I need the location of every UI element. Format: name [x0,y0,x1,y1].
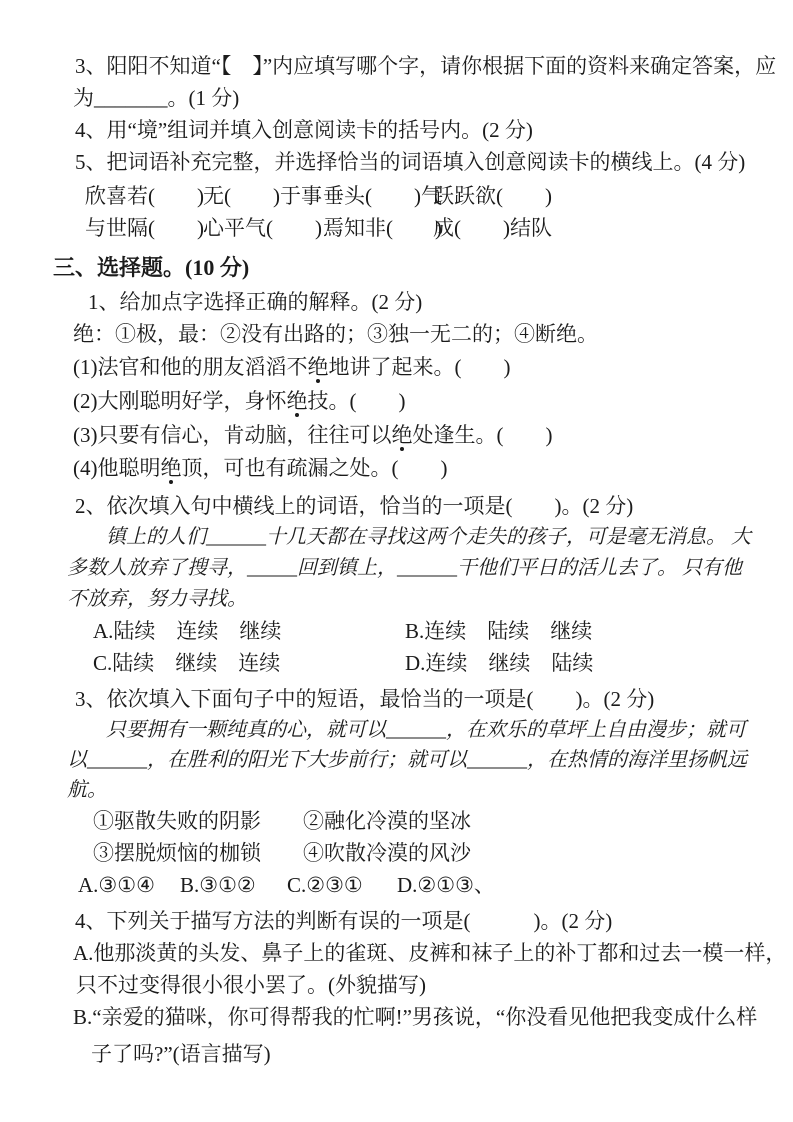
passage-line: 以______，在胜利的阳光下大步前行；就可以______，在热情的海洋里扬帆远 [67,749,747,771]
phrase-4: ④吹散冷漠的风沙 [303,841,471,865]
mc-q1-item-4 [73,452,765,484]
passage-line: 多数人放弃了搜寻，_____回到镇上，______干他们平日的活儿去了。 只有他 [67,557,742,579]
idiom-cell: 成( )结队 [433,216,552,240]
option-a: A.③①④ [78,873,155,897]
idiom-cell: 垂头( )气 [323,184,442,208]
item-text-post: 顶，可也有疏漏之处。( ) [181,456,448,480]
emphasized-char: 绝 [286,389,308,413]
question-3-line-2: 为_______。(1 分) [73,86,240,110]
passage-line: 不放弃，努力寻找。 [67,588,247,610]
item-text-pre: (2)大刚聪明好学，身怀 [73,389,287,413]
item-text-post: 地讲了起来。( ) [328,355,511,379]
question-3-line-1: 3、阳阳不知道“【 】”内应填写哪个字，请你根据下面的资料来确定答案，应 [75,54,777,78]
mc-question-4-header: 4、下列关于描写方法的判断有误的一项是( )。(2 分) [75,909,613,933]
option-b: B.③①② [180,873,256,897]
mc-question-1-header: 1、给加点字选择正确的解释。(2 分) [88,290,423,314]
mc-q1-item-1 [73,351,765,383]
mc-q3-options-row [78,869,765,901]
emphasized-char: 绝 [160,456,182,480]
mc-q3-phrase-row [93,837,765,869]
idiom-cell: 焉知非( ) [323,216,442,240]
item-text-post: 处逢生。( ) [412,423,553,447]
passage-line: 航。 [67,779,107,801]
mc-q4-option-a-line-1: A.他那淡黄的头发、鼻子上的雀斑、皮裤和袜子上的补丁都和过去一模一样， [73,941,787,965]
idiom-row [85,180,765,212]
emphasized-char: 绝 [307,355,329,379]
mc-q4-option-b-line-2: 子了吗?”(语言描写) [91,1042,271,1066]
item-text-post: 技。( ) [307,389,406,413]
mc-q4-option-a-line-2: 只不过变得很小很小罢了。(外貌描写) [76,973,426,997]
option-c: C.②③① [287,873,363,897]
mc-q2-options-row [93,615,765,647]
option-d: D.②①③、 [397,873,495,897]
mc-question-2-passage [67,522,765,615]
item-text-pre: (1)法官和他的朋友滔滔不 [73,355,308,379]
option-d: D.连续 继续 陆续 [405,651,594,675]
mc-q4-option-b-line-1: B.“亲爱的猫咪，你可得帮我的忙啊!”男孩说，“你没看见他把我变成什么样 [73,1005,758,1029]
section-title: 三、选择题。(10 分) [53,255,250,280]
phrase-1: ①驱散失败的阴影 [93,809,261,833]
idiom-cell: 跃跃欲( ) [433,184,552,208]
idiom-cell: 无( )于事 [203,184,322,208]
phrase-3: ③摆脱烦恼的枷锁 [93,841,261,865]
mc-question-2-header: 2、依次填入句中横线上的词语，恰当的一项是( )。(2 分) [75,494,634,518]
emphasized-char: 绝 [391,423,413,447]
idiom-cell: 心平气( ) [203,216,322,240]
passage-line: 只要拥有一颗纯真的心，就可以______，在欢乐的草坪上自由漫步；就可 [106,719,746,741]
idiom-cell: 与世隔( ) [85,216,204,240]
mc-question-3-passage [67,715,765,805]
question-5-line: 5、把词语补充完整，并选择恰当的词语填入创意阅读卡的横线上。(4 分) [75,150,746,174]
mc-q1-item-3 [73,419,765,451]
mc-q2-options-row [93,647,765,679]
option-b: B.连续 陆续 继续 [405,619,593,643]
item-text-pre: (4)他聪明 [73,456,161,480]
mc-q1-item-2 [73,385,765,417]
question-4-line: 4、用“境”组词并填入创意阅读卡的括号内。(2 分) [75,118,533,142]
mc-question-3-header: 3、依次填入下面句子中的短语，最恰当的一项是( )。(2 分) [75,687,655,711]
option-c: C.陆续 继续 连续 [93,651,281,675]
item-text-pre: (3)只要有信心，肯动脑，往往可以 [73,423,392,447]
idiom-row [85,212,765,244]
mc-question-1-gloss: 绝：①极，最：②没有出路的；③独一无二的；④断绝。 [73,322,598,346]
passage-line: 镇上的人们______十几天都在寻找这两个走失的孩子，可是毫无消息。 大 [106,526,751,548]
mc-q3-phrase-row [93,805,765,837]
idiom-cell: 欣喜若( ) [85,184,204,208]
phrase-2: ②融化冷漠的坚冰 [303,809,471,833]
option-a: A.陆续 连续 继续 [93,619,282,643]
